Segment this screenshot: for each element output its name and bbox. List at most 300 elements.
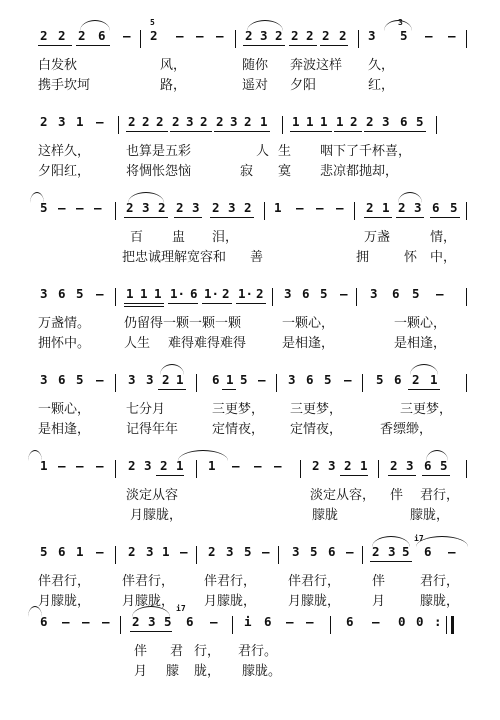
note: 6 [302, 286, 310, 301]
note: – [425, 28, 433, 43]
note: 2 [162, 372, 170, 387]
note: 5 [400, 28, 408, 43]
note: 2 [58, 28, 66, 43]
note: 0 [416, 614, 424, 629]
lyric-word: 拥 [356, 250, 370, 265]
note: 5 [416, 114, 424, 129]
lyric-word: 风， [160, 58, 187, 73]
lyric-line-2 [0, 418, 500, 438]
note: – [286, 614, 294, 629]
note: – [76, 200, 84, 215]
note: – [306, 614, 314, 629]
note: 2 [244, 200, 252, 215]
notes-row [0, 604, 500, 636]
note: – [58, 200, 66, 215]
lyric-word: 月朦胧， [122, 594, 175, 609]
note: 1 [226, 372, 234, 387]
barline [120, 616, 121, 634]
lyric-word: 三更梦， [400, 402, 453, 417]
note: 6 [190, 286, 198, 301]
barline [232, 616, 233, 634]
beam-underline [168, 303, 198, 304]
note: 6 [424, 458, 432, 473]
lyric-word: 君行， [420, 488, 460, 503]
note: – [123, 28, 131, 43]
note: 5 [440, 458, 448, 473]
note: 1 [126, 286, 134, 301]
note: 2 [398, 200, 406, 215]
barline [300, 460, 301, 478]
note: 1· [238, 286, 254, 301]
note: 5 [76, 286, 84, 301]
note: 3 [292, 544, 300, 559]
note: 2 [158, 200, 166, 215]
lyric-word: 一颗心， [394, 316, 447, 331]
lyric-word: 路， [160, 78, 187, 93]
note: 5 [450, 200, 458, 215]
beam-underline [290, 131, 332, 132]
lyric-word: 淡定从容， [310, 488, 376, 503]
note: 1 [176, 458, 184, 473]
barline [356, 288, 357, 306]
note: 2 [344, 458, 352, 473]
lyric-word: 君 [170, 644, 184, 659]
note: 2 [312, 458, 320, 473]
slur-arc [384, 20, 412, 31]
barline [272, 288, 273, 306]
lyric-line-1 [0, 312, 500, 332]
beam-underline [422, 475, 450, 476]
note: 1 [162, 544, 170, 559]
barline [264, 202, 265, 220]
lyric-line-1 [0, 226, 500, 246]
note: – [274, 458, 282, 473]
system-1 [0, 18, 500, 112]
lyric-word: 盅 [172, 230, 186, 245]
beam-underline [320, 45, 348, 46]
lyric-word: 泪， [212, 230, 239, 245]
lyric-word: 是相逢， [282, 336, 335, 351]
note: 3 [58, 114, 66, 129]
lyric-word: 伴 [372, 574, 386, 589]
note: – [196, 28, 204, 43]
grace-note: 5 [150, 18, 155, 27]
note: 1 [76, 544, 84, 559]
note: 3 [370, 286, 378, 301]
note: 6 [58, 286, 66, 301]
note: 3 [382, 114, 390, 129]
beam-underline [370, 561, 412, 562]
barline [115, 460, 116, 478]
grace-note: 3 [398, 18, 403, 27]
barline [466, 460, 467, 478]
lyric-word: 三更梦， [212, 402, 265, 417]
beam-underline [289, 45, 317, 46]
note: 3 [406, 458, 414, 473]
lyric-word: 君行。 [238, 644, 278, 659]
barline [115, 288, 116, 306]
barline [362, 546, 363, 564]
beam-underline [130, 631, 172, 632]
system-8 [0, 604, 500, 698]
lyric-word: 君行， [420, 574, 460, 589]
beam-underline [126, 131, 168, 132]
notes-row [0, 456, 500, 480]
note: – [336, 200, 344, 215]
note: 1 [176, 372, 184, 387]
lyric-word: 定情夜， [290, 422, 343, 437]
note: – [62, 614, 70, 629]
beam-underline [236, 303, 266, 304]
notes-row [0, 370, 500, 394]
note: 6 [212, 372, 220, 387]
slur-arc [80, 20, 110, 31]
note: 5 [320, 286, 328, 301]
lyric-word: 月朦胧， [130, 508, 183, 523]
note: 3 [192, 200, 200, 215]
barline [446, 616, 447, 634]
lyric-word: 白发秋 [38, 58, 78, 73]
beam-underline [243, 45, 285, 46]
note: – [176, 28, 184, 43]
barline [118, 116, 119, 134]
note: 3 [388, 544, 396, 559]
beam-underline [334, 131, 362, 132]
beam-underline [396, 217, 424, 218]
lyric-word: 是相逢， [394, 336, 447, 351]
note: 1· [204, 286, 220, 301]
note: 2 [366, 200, 374, 215]
beam-underline [430, 217, 460, 218]
note: 2 [128, 114, 136, 129]
note: 6 [58, 372, 66, 387]
note: – [258, 372, 266, 387]
lyric-line-2 [0, 660, 500, 680]
lyric-word: 情， [430, 230, 457, 245]
lyric-word: 人 [256, 144, 270, 159]
barline [282, 116, 283, 134]
lyric-word: 中， [430, 250, 457, 265]
lyric-word: 记得年年 [126, 422, 179, 437]
lyric-word: 月朦胧， [38, 594, 91, 609]
note: : [434, 614, 442, 629]
lyric-word: 朦 [166, 664, 180, 679]
note: 2 [132, 614, 140, 629]
lyric-line-1 [0, 54, 500, 74]
lyric-line-1 [0, 570, 500, 590]
barline [330, 616, 331, 634]
barline [278, 546, 279, 564]
note: 0 [398, 614, 406, 629]
lyric-word: 朦胧。 [242, 664, 282, 679]
lyric-word: 携手坎坷 [38, 78, 91, 93]
note: 1 [76, 114, 84, 129]
barline [362, 374, 363, 392]
note: 5 [76, 372, 84, 387]
beam-underline [408, 389, 440, 390]
lyric-line-1 [0, 140, 500, 160]
lyric-word: 把忠诚理解宽容和 [122, 250, 227, 265]
notes-row [0, 18, 500, 50]
note: 2 [291, 28, 299, 43]
note: 3 [186, 114, 194, 129]
note: 6 [40, 614, 48, 629]
note: 6 [400, 114, 408, 129]
note: 2 [372, 544, 380, 559]
note: – [436, 286, 444, 301]
note: 3 [128, 372, 136, 387]
note: 6 [58, 544, 66, 559]
note: 6 [346, 614, 354, 629]
note: 2 [256, 286, 264, 301]
note: 6 [432, 200, 440, 215]
note: 6 [392, 286, 400, 301]
note: 1 [336, 114, 344, 129]
barline [196, 374, 197, 392]
note: 5 [412, 286, 420, 301]
note: 2 [306, 28, 314, 43]
lyric-word: 伴 [134, 644, 148, 659]
barline [115, 374, 116, 392]
note: 2 [150, 28, 158, 43]
note: 1 [292, 114, 300, 129]
note: 3 [146, 372, 154, 387]
note: – [96, 544, 104, 559]
note: 3 [260, 28, 268, 43]
note: 5 [240, 372, 248, 387]
note: 5 [310, 544, 318, 559]
note: 5 [40, 544, 48, 559]
lyric-word: 夕阳 [290, 78, 317, 93]
note: 2 [126, 200, 134, 215]
note: 2 [142, 114, 150, 129]
note: 1 [360, 458, 368, 473]
lyric-word: 万盏情。 [38, 316, 91, 331]
barline [466, 30, 467, 48]
note: 2 [366, 114, 374, 129]
note: – [76, 458, 84, 473]
lyric-word: 伴君行， [38, 574, 91, 589]
note: 3 [230, 114, 238, 129]
note: – [210, 614, 218, 629]
note: 2 [208, 544, 216, 559]
note: 1 [140, 286, 148, 301]
beam-underline [210, 217, 254, 218]
note: 3 [228, 200, 236, 215]
note: 6 [424, 544, 432, 559]
note: – [344, 372, 352, 387]
note: 3 [148, 614, 156, 629]
note: 2 [222, 286, 230, 301]
note: 3 [414, 200, 422, 215]
note: 3 [368, 28, 376, 43]
note: 3 [142, 200, 150, 215]
note: 1 [208, 458, 216, 473]
note: 5 [40, 200, 48, 215]
lyric-word: 伴君行， [204, 574, 257, 589]
beam-underline [202, 303, 232, 304]
slur-arc [247, 20, 283, 31]
notes-row [0, 112, 500, 136]
grace-note: i7 [176, 604, 186, 613]
note: 5 [376, 372, 384, 387]
note: 5 [324, 372, 332, 387]
lyric-word: 拥怀中。 [38, 336, 91, 351]
note: 2 [216, 114, 224, 129]
lyric-word: 伴君行， [122, 574, 175, 589]
beam-underline [388, 475, 416, 476]
lyric-word: 月 [372, 594, 386, 609]
note: 1 [306, 114, 314, 129]
note: – [96, 458, 104, 473]
note: 2 [128, 458, 136, 473]
beam-underline [364, 131, 426, 132]
note: – [448, 544, 456, 559]
note: 6 [328, 544, 336, 559]
beam-underline [222, 389, 236, 390]
note: – [448, 28, 456, 43]
note: – [340, 286, 348, 301]
note: 3 [40, 286, 48, 301]
lyric-word: 淡定从容 [126, 488, 179, 503]
note: – [94, 200, 102, 215]
system-2 [0, 112, 500, 198]
barline [115, 202, 116, 220]
beam-underline [158, 389, 186, 390]
lyric-word: 夕阳红， [38, 164, 91, 179]
lyric-word: 月朦胧， [288, 594, 341, 609]
note: 1 [260, 114, 268, 129]
lyric-word: 寂 [240, 164, 254, 179]
lyric-word: 悲凉都抛却， [320, 164, 399, 179]
note: 6 [98, 28, 106, 43]
lyric-line-2 [0, 246, 500, 266]
grace-note: i7 [414, 534, 424, 543]
note: 5 [402, 544, 410, 559]
lyric-word: 生 [278, 144, 292, 159]
lyric-word: 万盏 [364, 230, 391, 245]
lyric-word: 将惆怅怨恼 [126, 164, 192, 179]
note: 2 [390, 458, 398, 473]
barline [436, 116, 437, 134]
note: 2 [40, 114, 48, 129]
note: 2 [160, 458, 168, 473]
note: 1 [430, 372, 438, 387]
barline [276, 374, 277, 392]
lyric-word: 怀 [404, 250, 418, 265]
barline [115, 546, 116, 564]
lyric-word: 是相逢， [38, 422, 91, 437]
note: 3 [284, 286, 292, 301]
lyric-line-1 [0, 398, 500, 418]
note: 1 [320, 114, 328, 129]
note: – [262, 544, 270, 559]
note: 2 [212, 200, 220, 215]
lyric-word: 一颗心， [38, 402, 91, 417]
lyric-word: 行， [194, 644, 221, 659]
lyric-word: 定情夜， [212, 422, 265, 437]
note: – [58, 458, 66, 473]
lyric-word: 伴君行， [288, 574, 341, 589]
lyric-line-2 [0, 160, 500, 180]
note: 2 [245, 28, 253, 43]
lyric-word: 朦胧 [312, 508, 339, 523]
note: i [244, 614, 252, 629]
lyric-word: 一颗心， [282, 316, 335, 331]
lyric-word: 人生 [124, 336, 151, 351]
barline [378, 460, 379, 478]
note: 2 [244, 114, 252, 129]
barline [196, 460, 197, 478]
note: – [180, 544, 188, 559]
note: 6 [306, 372, 314, 387]
note: – [232, 458, 240, 473]
system-4 [0, 284, 500, 370]
note: 1 [154, 286, 162, 301]
barline [196, 546, 197, 564]
lyric-word: 久， [368, 58, 395, 73]
lyric-line-2 [0, 332, 500, 352]
notes-row [0, 534, 500, 566]
note: 5 [244, 544, 252, 559]
note: – [296, 200, 304, 215]
note: 1 [274, 200, 282, 215]
note: – [316, 200, 324, 215]
system-6 [0, 456, 500, 542]
note: 1 [382, 200, 390, 215]
note: – [346, 544, 354, 559]
note: – [96, 114, 104, 129]
lyric-word: 胧， [194, 664, 221, 679]
beam-underline [124, 306, 164, 307]
note: 2 [128, 544, 136, 559]
barline [466, 288, 467, 306]
lyric-line-1 [0, 484, 500, 504]
lyric-word: 咽下了千杯喜， [320, 144, 412, 159]
beam-underline [76, 45, 110, 46]
note: – [96, 286, 104, 301]
lyric-word: 七分月 [126, 402, 166, 417]
beam-underline [124, 303, 164, 304]
lyric-word: 百 [130, 230, 144, 245]
note: 2 [350, 114, 358, 129]
lyric-word: 寞 [278, 164, 292, 179]
note: 5 [164, 614, 172, 629]
note: – [372, 614, 380, 629]
beam-underline [124, 217, 168, 218]
beam-underline [214, 131, 270, 132]
barline [358, 30, 359, 48]
barline [466, 202, 467, 220]
note: 2 [78, 28, 86, 43]
lyric-word: 也算是五彩 [126, 144, 192, 159]
note: – [102, 614, 110, 629]
note: 2 [412, 372, 420, 387]
note: – [96, 372, 104, 387]
lyric-line-1 [0, 640, 500, 660]
lyric-word: 这样久， [38, 144, 91, 159]
barline [466, 374, 467, 392]
notes-row [0, 198, 500, 222]
note: 6 [264, 614, 272, 629]
barline [140, 30, 141, 48]
lyric-word: 遥对 [242, 78, 269, 93]
note: 3 [226, 544, 234, 559]
note: – [82, 614, 90, 629]
beam-underline [156, 475, 184, 476]
note: 2 [200, 114, 208, 129]
note: 2 [176, 200, 184, 215]
